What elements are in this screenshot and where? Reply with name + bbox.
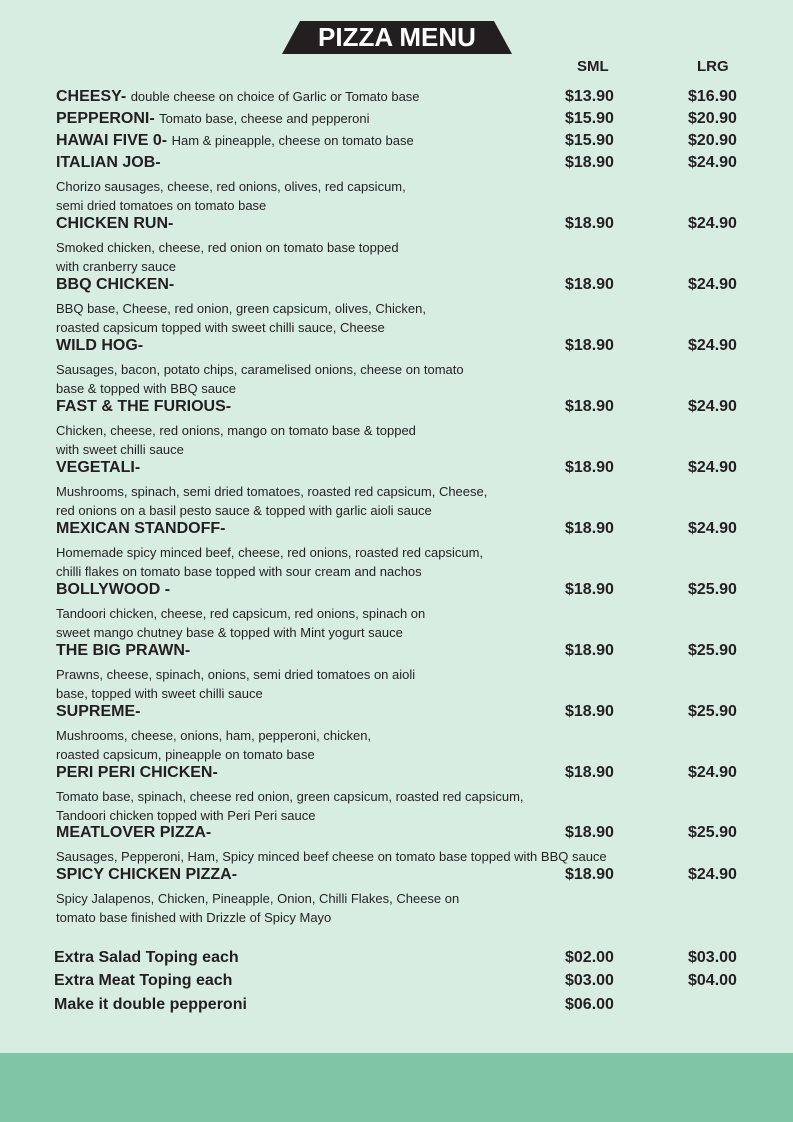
description-line: Sausages, Pepperoni, Ham, Spicy minced beef cheese on tomato base topped with BBQ sauce (56, 849, 607, 864)
price-large: $24.90 (688, 276, 737, 293)
pizza-name-text: MEXICAN STANDOFF- (56, 520, 226, 537)
pizza-description (56, 787, 696, 825)
menu-item-line (0, 154, 793, 176)
pizza-name-text: SUPREME- (56, 703, 141, 720)
description-line: Mushrooms, cheese, onions, ham, pepperoni, chicken, (56, 728, 372, 743)
pizza-name-text: CHEESY- (56, 88, 127, 105)
price-small: $03.00 (565, 972, 614, 989)
pizza-name (56, 866, 237, 884)
description-line: Smoked chicken, cheese, red onion on tomato base topped (56, 240, 399, 255)
menu-item (0, 581, 793, 640)
price-large: $24.90 (688, 215, 737, 232)
description-line: red onions on a basil pesto sauce & topped with garlic aioli sauce (56, 503, 432, 518)
description-line: Tandoori chicken topped with Peri Peri sauce (56, 808, 316, 823)
menu-item-line (0, 88, 793, 110)
price-small: $18.90 (565, 337, 614, 354)
menu-item (0, 824, 793, 864)
menu-item (0, 337, 793, 396)
menu-title: PIZZA MENU (318, 22, 476, 52)
pizza-name (56, 520, 225, 538)
pizza-name-text: SPICY CHICKEN PIZZA- (56, 866, 238, 883)
pizza-description (56, 889, 696, 927)
price-small: $15.90 (565, 132, 614, 149)
pizza-name (56, 764, 218, 782)
pizza-description: Tomato base, cheese and pepperoni (159, 111, 370, 126)
price-small: $18.90 (565, 866, 614, 883)
pizza-name (56, 703, 140, 721)
price-large: $25.90 (688, 581, 737, 598)
description-line: Tandoori chicken, cheese, red capsicum, red onions, spinach on (56, 606, 426, 621)
price-small: $15.90 (565, 110, 614, 127)
extra-name: Extra Meat Toping each (54, 972, 233, 989)
menu-item (0, 154, 793, 213)
pizza-description (56, 421, 696, 459)
price-small: $18.90 (565, 764, 614, 781)
pizza-description (56, 543, 696, 581)
column-header-large: LRG (697, 58, 729, 75)
price-large: $24.90 (688, 866, 737, 883)
price-small: $18.90 (565, 581, 614, 598)
pizza-description (56, 299, 696, 337)
description-line: base, topped with sweet chilli sauce (56, 686, 263, 701)
pizza-description (56, 665, 696, 703)
price-small: $18.90 (565, 459, 614, 476)
pizza-name-text: CHICKEN RUN- (56, 215, 174, 232)
menu-item-line (0, 110, 793, 132)
menu-item (0, 215, 793, 274)
menu-item (0, 398, 793, 457)
pizza-description: Ham & pineapple, cheese on tomato base (171, 133, 414, 148)
menu-item-line (0, 520, 793, 542)
price-small: $18.90 (565, 703, 614, 720)
pizza-name (56, 215, 173, 233)
menu-item-line (0, 824, 793, 846)
price-large: $24.90 (688, 764, 737, 781)
menu-item (0, 642, 793, 701)
description-line: semi dried tomatoes on tomato base (56, 198, 267, 213)
menu-item-line (0, 459, 793, 481)
column-header-small: SML (577, 58, 609, 75)
price-small: $18.90 (565, 154, 614, 171)
pizza-name-text: MEATLOVER PIZZA- (56, 824, 212, 841)
pizza-name-text: WILD HOG- (56, 337, 144, 354)
pizza-description (56, 726, 696, 764)
menu-item-line (0, 132, 793, 154)
menu-item (0, 88, 793, 110)
pizza-name (56, 398, 231, 416)
price-large: $25.90 (688, 703, 737, 720)
price-large: $24.90 (688, 520, 737, 537)
menu-item-line (0, 337, 793, 359)
menu-item-line (0, 642, 793, 664)
price-large: $24.90 (688, 154, 737, 171)
price-small: $18.90 (565, 215, 614, 232)
price-large: $25.90 (688, 824, 737, 841)
menu-item-line (0, 764, 793, 786)
description-line: BBQ base, Cheese, red onion, green capsicum, olives, Chicken, (56, 301, 426, 316)
price-large: $04.00 (688, 972, 737, 989)
description-line: sweet mango chutney base & topped with Mint yogurt sauce (56, 625, 403, 640)
pizza-name (56, 154, 161, 172)
pizza-name (56, 88, 420, 106)
pizza-name (56, 132, 414, 150)
pizza-description (56, 238, 696, 276)
price-small: $13.90 (565, 88, 614, 105)
pizza-description (56, 177, 696, 215)
extra-name: Make it double pepperoni (54, 996, 247, 1013)
price-large: $03.00 (688, 949, 737, 966)
pizza-name-text: ITALIAN JOB- (56, 154, 161, 171)
description-line: with sweet chilli sauce (56, 442, 184, 457)
pizza-name-text: PERI PERI CHICKEN- (56, 764, 218, 781)
price-large: $20.90 (688, 110, 737, 127)
description-line: with cranberry sauce (56, 259, 176, 274)
description-line: Prawns, cheese, spinach, onions, semi dried tomatoes on aioli (56, 667, 416, 682)
price-small: $02.00 (565, 949, 614, 966)
price-large: $24.90 (688, 398, 737, 415)
price-small: $18.90 (565, 642, 614, 659)
description-line: Chorizo sausages, cheese, red onions, olives, red capsicum, (56, 179, 406, 194)
pizza-description (56, 482, 696, 520)
pizza-name-text: THE BIG PRAWN- (56, 642, 191, 659)
pizza-name (56, 459, 140, 477)
pizza-name (56, 642, 190, 660)
menu-item (0, 866, 793, 925)
extra-name: Extra Salad Toping each (54, 949, 239, 966)
menu-item (0, 110, 793, 132)
menu-item (0, 132, 793, 154)
price-large: $25.90 (688, 642, 737, 659)
price-small: $18.90 (565, 276, 614, 293)
pizza-name-text: FAST & THE FURIOUS- (56, 398, 232, 415)
price-small: $18.90 (565, 398, 614, 415)
menu-item (0, 703, 793, 762)
menu-item (0, 459, 793, 518)
description-line: Tomato base, spinach, cheese red onion, green capsicum, roasted red capsicum, (56, 789, 524, 804)
description-line: Homemade spicy minced beef, cheese, red onions, roasted red capsicum, (56, 545, 484, 560)
menu-item-line (0, 398, 793, 420)
pizza-description: double cheese on choice of Garlic or Tomato base (130, 89, 420, 104)
menu-item-line (0, 866, 793, 888)
menu-item-line (0, 215, 793, 237)
description-line: chilli flakes on tomato base topped with sour cream and nachos (56, 564, 422, 579)
pizza-name (56, 824, 211, 842)
pizza-name-text: VEGETALI- (56, 459, 141, 476)
menu-item-line (0, 276, 793, 298)
pizza-name (56, 276, 174, 294)
menu-item (0, 520, 793, 579)
price-large: $16.90 (688, 88, 737, 105)
footer-band (0, 1053, 793, 1122)
price-small: $06.00 (565, 996, 614, 1013)
price-large: $24.90 (688, 337, 737, 354)
pizza-description (56, 604, 696, 642)
pizza-description (56, 847, 696, 866)
pizza-name (56, 337, 143, 355)
description-line: Mushrooms, spinach, semi dried tomatoes, roasted red capsicum, Cheese, (56, 484, 488, 499)
price-large: $20.90 (688, 132, 737, 149)
description-line: tomato base finished with Drizzle of Spicy Mayo (56, 910, 332, 925)
pizza-name-text: PEPPERONI- (56, 110, 155, 127)
description-line: Spicy Jalapenos, Chicken, Pineapple, Onion, Chilli Flakes, Cheese on (56, 891, 460, 906)
menu-item-line (0, 581, 793, 603)
menu-item (0, 764, 793, 823)
menu-item (0, 276, 793, 335)
price-small: $18.90 (565, 824, 614, 841)
menu-item-line (0, 703, 793, 725)
pizza-name (56, 581, 170, 599)
pizza-name-text: HAWAI FIVE 0- (56, 132, 168, 149)
pizza-description (56, 360, 696, 398)
pizza-name-text: BOLLYWOOD - (56, 581, 171, 598)
description-line: roasted capsicum, pineapple on tomato base (56, 747, 315, 762)
description-line: roasted capsicum topped with sweet chilli sauce, Cheese (56, 320, 385, 335)
pizza-name (56, 110, 369, 128)
description-line: Chicken, cheese, red onions, mango on tomato base & topped (56, 423, 416, 438)
price-large: $24.90 (688, 459, 737, 476)
pizza-name-text: BBQ CHICKEN- (56, 276, 175, 293)
description-line: Sausages, bacon, potato chips, caramelised onions, cheese on tomato (56, 362, 464, 377)
price-small: $18.90 (565, 520, 614, 537)
description-line: base & topped with BBQ sauce (56, 381, 236, 396)
